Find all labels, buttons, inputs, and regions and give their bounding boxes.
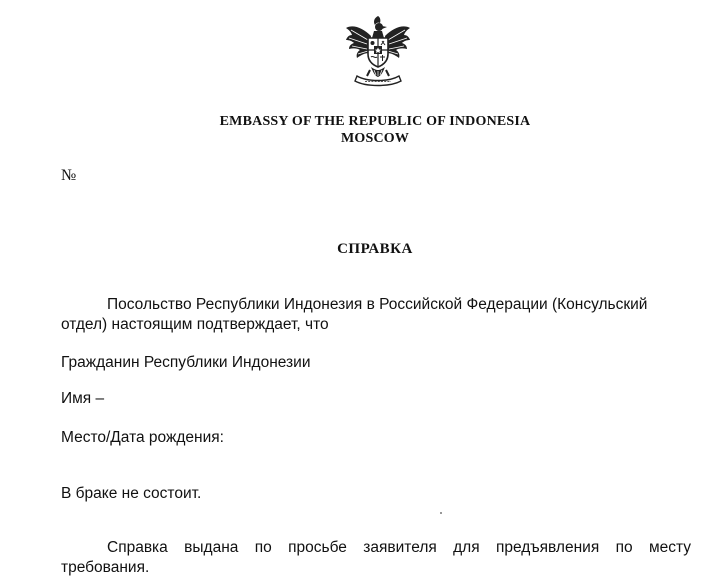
birth-place-date-label: Место/Дата рождения:: [61, 429, 224, 446]
document-title: СПРАВКА: [337, 241, 413, 257]
intro-line-2: отдел) настоящим подтверждает, что: [61, 316, 329, 333]
intro-paragraph: [61, 295, 691, 335]
intro-line-1: Посольство Республики Индонезия в Российской Федерации (Консульский: [107, 296, 648, 313]
name-field-label: Имя –: [61, 390, 105, 407]
closing-line-2: требования.: [61, 559, 150, 576]
embassy-name: EMBASSY OF THE REPUBLIC OF INDONESIA: [219, 114, 531, 129]
citizenship-line: Гражданин Республики Индонезии: [61, 354, 311, 371]
document-number-label: №: [61, 167, 77, 184]
garuda-emblem-icon: [343, 14, 413, 90]
closing-paragraph: [61, 538, 691, 576]
marital-status: В браке не состоит.: [61, 485, 202, 502]
closing-line-1: Справка выдана по просьбе заявителя для предъявления по месту: [107, 539, 691, 556]
embassy-city: MOSCOW: [340, 131, 410, 146]
scan-speck: [440, 512, 442, 514]
